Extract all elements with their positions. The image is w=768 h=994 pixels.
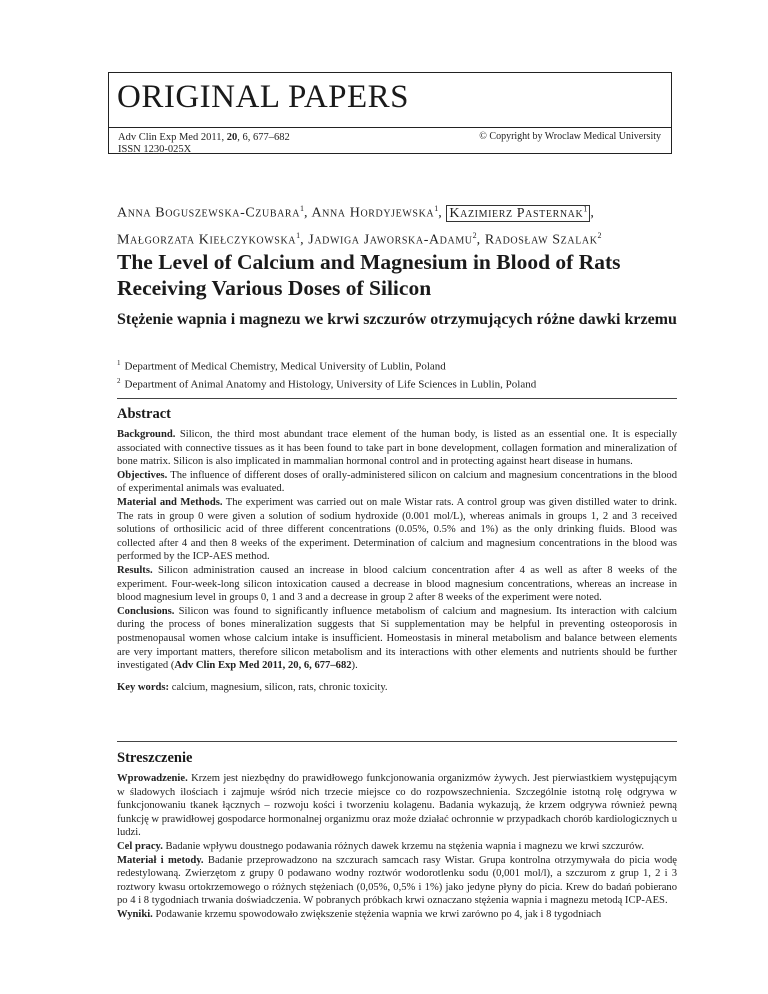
abstract-heading: Abstract [117,406,171,422]
streszczenie-section [117,750,677,922]
streszczenie-heading: Streszczenie [117,750,193,766]
divider [117,741,677,742]
journal-citation: Adv Clin Exp Med 2011, 20, 6, 677–682 [118,132,290,143]
author: Anna Boguszewska-Czubara [117,205,301,221]
abstract-body: Background. Silicon, the third most abundant trace element of the human body, is listed as an essential one. It is especially associated with connective tissues as it has been found to take part in bone development, collagen formation and mineralization of bone matrix. Silicon is also implicated in mammalian hormonal control and in protecting against heart disease in humans. Objectives. The influence of different doses of orally-administered silicon on calcium and magnesium concentrations in the blood of experimental animals was evaluated. Material and Methods. The experiment was carried out on male Wistar rats. A control group was given distilled water to drink. The rats in group 0 were given a solution of sodium hydroxide (0.001 mol/L), whereas animals in groups 1, 2 and 3 received solutions of orthosilicic acid of three different concentrations (0.05%, 0.5% and 1%) as the only drinking fluids. Blood was collected after 4 and then 8 weeks of the experiment. Determination of calcium and magnesium concentrations in the blood was performed by the ICP-AES method. Results. Silicon administration caused an increase in blood calcium concentration after 4 as well as after 8 weeks of the experiment. Four-week-long silicon intoxication caused a decrease in blood magnesium concentrations, whereas an increase in blood magnesium level in groups 0, 1 and 3 and a decrease in group 2 after 8 weeks of the experiment were noted. Conclusions. Silicon was found to significantly influence metabolism of calcium and magnesium. Its interaction with calcium during the process of bones mineralization suggests that Si supplementation may be helpful in preventing osteoporosis in postmenopausal women whose calcium intake is insufficient. Homeostasis in mineral metabolism and balance between elements are very important matters, therefore silicon metabolism and its interactions with other elements and nutrients should be further investigated (Adv Clin Exp Med 2011, 20, 6, 677–682). [117,429,677,672]
author: Anna Hordyjewska [311,205,435,221]
section-title: ORIGINAL PAPERS [117,79,410,115]
affiliations [117,356,677,391]
divider [117,398,677,399]
copyright-notice: © Copyright by Wroclaw Medical University [479,131,661,142]
header-divider [109,127,671,128]
corresponding-author[interactable]: Kazimierz Pasternak$^1$ [446,205,590,222]
streszczenie-body: Wprowadzenie. Krzem jest niezbędny do prawidłowego funkcjonowania organizmów żywych. Jest pierwiastkiem występującym w śladowych ilościach i zajmuje wśród nich trzecie miejsce co do rozpowszechnienia. Szczególnie istotną rolę odgrywa w funkcjonowaniu tkanek łącznych – rozwoju kości i tworzeniu kolagenu. Badania wykazują, że krzem odgrywa również pewną funkcję w prawidłowej gospodarce hormonalnej organizmu oraz może działać ochronnie w przypadkach chorób kardiologicznych u ludzi. Cel pracy. Badanie wpływu doustnego podawania różnych dawek krzemu na stężenia wapnia i magnezu we krwi szczurów. Materiał i metody. Badanie przeprowadzono na szczurach samcach rasy Wistar. Grupa kontrolna otrzymywała do picia wodę redestylowaną. Zwierzętom z grupy 0 podawano wodny roztwór wodorotlenku sodu (0,001 mol/l), a szczurom z grup 1, 2 i 3 roztwory kwasu ortokrzemowego o różnych stężeniach (0,05%, 0,5% i 1%) jako jedyne płyny do picia. Krew do badań pobierano po 4 i 8 tygodniach trwania doświadczenia. W pobranych próbkach krwi oznaczano stężenia wapnia i magnezu metodą ICP-AES. Wyniki. Podawanie krzemu spowodowało zwiększenie stężenia wapnia we krwi zarówno po 4, jak i 8 tygodniach [117,773,677,920]
keywords: Key words: calcium, magnesium, silicon, rats, chronic toxicity. [117,681,388,693]
abstract-section [117,406,677,694]
author: Małgorzata Kiełczykowska [117,232,297,248]
issn: ISSN 1230-025X [118,144,192,155]
author-list: Anna Boguszewska-Czubara$^1$, Anna Hordyjewska$^1$, Kazimierz Pasternak$^1$ , Małgorzata Kiełczykowska$^1$, Jadwiga Jaworska-Adamu$^2$, Radosław Szalak$^2$ [117,204,602,248]
author: Jadwiga Jaworska-Adamu [308,232,473,248]
affiliation-1: $^1$ Department of Medical Chemistry, Medical University of Lublin, Poland [117,359,446,373]
affiliation-2: $^2$ Department of Animal Anatomy and Histology, University of Life Sciences in Lublin, Poland [117,376,537,391]
article-title-polish: Stężenie wapnia i magnezu we krwi szczurów otrzymujących różne dawki krzemu [117,311,677,328]
author: Radosław Szalak [484,232,598,248]
article-title: The Level of Calcium and Magnesium in Blood of Rats Receiving Various Doses of Silicon [117,250,621,300]
journal-header [108,72,672,154]
